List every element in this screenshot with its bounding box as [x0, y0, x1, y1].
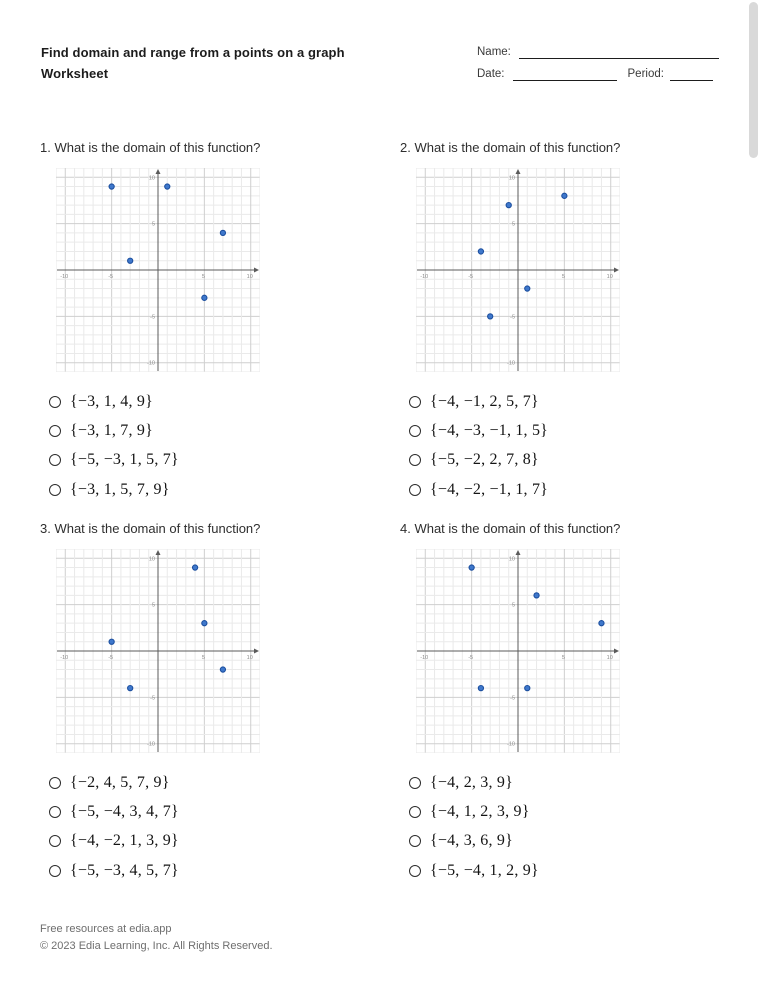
- data-point: [165, 184, 170, 189]
- option-text: {−4, −2, 1, 3, 9}: [70, 832, 179, 850]
- date-blank-line: [513, 69, 617, 81]
- data-point: [202, 621, 207, 626]
- answer-option-2[interactable]: [49, 797, 179, 826]
- axis-tick-label: 5: [151, 602, 155, 609]
- axis-tick-label: 5: [511, 221, 515, 228]
- date-period-field-row: [477, 68, 719, 81]
- data-point: [220, 230, 225, 235]
- question-4: [400, 521, 748, 893]
- axis-tick-label: -5: [108, 655, 114, 661]
- scatter-graph: [56, 168, 260, 372]
- radio-button-icon[interactable]: [49, 865, 61, 877]
- question-1: [40, 140, 388, 512]
- answer-option-4[interactable]: [409, 475, 548, 504]
- option-text: {−3, 1, 5, 7, 9}: [70, 480, 170, 498]
- axis-tick-label: 5: [201, 274, 205, 280]
- data-point: [128, 258, 133, 263]
- radio-button-icon[interactable]: [409, 777, 421, 789]
- radio-button-icon[interactable]: [409, 835, 421, 847]
- axis-tick-label: -10: [507, 741, 515, 748]
- data-point: [128, 685, 133, 690]
- name-blank-line: [519, 47, 719, 59]
- y-axis-arrow-icon: [156, 550, 161, 555]
- option-text: {−4, 3, 6, 9}: [430, 832, 513, 850]
- axis-tick-label: 10: [606, 655, 613, 661]
- axis-tick-label: -10: [147, 360, 155, 367]
- radio-button-icon[interactable]: [409, 454, 421, 466]
- axis-tick-label: 10: [246, 655, 253, 661]
- data-point: [192, 565, 197, 570]
- axis-tick-label: 10: [606, 274, 613, 280]
- answer-option-2[interactable]: [49, 416, 179, 445]
- y-axis-arrow-icon: [516, 550, 521, 555]
- answer-option-4[interactable]: [49, 475, 179, 504]
- scatter-graph: [416, 168, 620, 372]
- option-text: {−5, −3, 1, 5, 7}: [70, 451, 179, 469]
- axis-tick-label: 10: [508, 175, 515, 182]
- radio-button-icon[interactable]: [409, 396, 421, 408]
- scrollbar-thumb[interactable]: [749, 2, 758, 158]
- option-text: {−5, −3, 4, 5, 7}: [70, 861, 179, 879]
- radio-button-icon[interactable]: [49, 484, 61, 496]
- radio-button-icon[interactable]: [409, 484, 421, 496]
- footer-resources-text: Free resources at edia.app: [40, 923, 172, 935]
- axis-tick-label: 10: [148, 556, 155, 563]
- radio-button-icon[interactable]: [49, 806, 61, 818]
- x-axis-arrow-icon: [254, 649, 259, 654]
- option-text: {−4, 1, 2, 3, 9}: [430, 803, 530, 821]
- option-text: {−4, 2, 3, 9}: [430, 773, 513, 791]
- data-point: [562, 193, 567, 198]
- axis-tick-label: -10: [147, 741, 155, 748]
- x-axis-arrow-icon: [614, 268, 619, 273]
- axis-tick-label: 10: [246, 274, 253, 280]
- x-axis-arrow-icon: [614, 649, 619, 654]
- axis-tick-label: -5: [150, 314, 155, 321]
- axis-tick-label: -5: [108, 274, 114, 280]
- radio-button-icon[interactable]: [49, 835, 61, 847]
- option-text: {−4, −1, 2, 5, 7}: [430, 392, 539, 410]
- axis-tick-label: -10: [60, 655, 69, 661]
- axis-tick-label: -5: [150, 695, 155, 702]
- answer-option-3[interactable]: [409, 827, 539, 856]
- data-point: [478, 249, 483, 254]
- option-text: {−5, −4, 3, 4, 7}: [70, 803, 179, 821]
- answer-option-2[interactable]: [409, 797, 539, 826]
- axis-tick-label: -5: [510, 314, 515, 321]
- radio-button-icon[interactable]: [49, 777, 61, 789]
- axis-tick-label: -5: [468, 655, 474, 661]
- axis-tick-label: 10: [148, 175, 155, 182]
- data-point: [469, 565, 474, 570]
- answer-option-1[interactable]: [409, 387, 548, 416]
- data-point: [109, 639, 114, 644]
- period-blank-line: [670, 69, 713, 81]
- axis-tick-label: -5: [468, 274, 474, 280]
- answer-options: [49, 387, 179, 505]
- radio-button-icon[interactable]: [49, 396, 61, 408]
- question-2: [400, 140, 748, 512]
- axis-tick-label: 5: [201, 655, 205, 661]
- question-prompt: 4. What is the domain of this function?: [400, 521, 621, 536]
- radio-button-icon[interactable]: [49, 425, 61, 437]
- date-label: Date:: [477, 68, 505, 80]
- data-point: [488, 314, 493, 319]
- data-point: [599, 621, 604, 626]
- answer-option-3[interactable]: [49, 827, 179, 856]
- answer-option-1[interactable]: [409, 768, 539, 797]
- worksheet-title-line2: Worksheet: [41, 66, 109, 81]
- x-axis-arrow-icon: [254, 268, 259, 273]
- data-point: [478, 685, 483, 690]
- data-point: [109, 184, 114, 189]
- answer-option-4[interactable]: [49, 856, 179, 885]
- page-footer: [40, 921, 273, 954]
- option-text: {−5, −2, 2, 7, 8}: [430, 451, 539, 469]
- data-point: [525, 685, 530, 690]
- axis-tick-label: -10: [507, 360, 515, 367]
- option-text: {−5, −4, 1, 2, 9}: [430, 861, 539, 879]
- answer-option-4[interactable]: [409, 856, 539, 885]
- axis-tick-label: 5: [151, 221, 155, 228]
- worksheet-title: [41, 42, 345, 84]
- option-text: {−4, −3, −1, 1, 5}: [430, 422, 549, 440]
- scatter-graph: [416, 549, 620, 753]
- answer-option-1[interactable]: [49, 768, 179, 797]
- footer-copyright-text: © 2023 Edia Learning, Inc. All Rights Reserved.: [40, 939, 273, 952]
- option-text: {−2, 4, 5, 7, 9}: [70, 773, 170, 791]
- answer-option-2[interactable]: [409, 416, 548, 445]
- axis-tick-label: -10: [420, 274, 429, 280]
- y-axis-arrow-icon: [516, 169, 521, 174]
- question-prompt: 1. What is the domain of this function?: [40, 140, 261, 155]
- answer-option-3[interactable]: [409, 446, 548, 475]
- answer-option-1[interactable]: [49, 387, 179, 416]
- name-label: Name:: [477, 46, 511, 58]
- period-label: Period:: [627, 68, 664, 80]
- axis-tick-label: 5: [561, 655, 565, 661]
- question-prompt: 3. What is the domain of this function?: [40, 521, 261, 536]
- radio-button-icon[interactable]: [409, 425, 421, 437]
- answer-option-3[interactable]: [49, 446, 179, 475]
- axis-tick-label: 5: [511, 602, 515, 609]
- answer-options: [49, 768, 179, 886]
- axis-tick-label: -5: [510, 695, 515, 702]
- question-3: [40, 521, 388, 893]
- axis-tick-label: 5: [561, 274, 565, 280]
- question-prompt: 2. What is the domain of this function?: [400, 140, 621, 155]
- option-text: {−3, 1, 7, 9}: [70, 422, 153, 440]
- data-point: [220, 667, 225, 672]
- student-fields: [477, 46, 719, 81]
- y-axis-arrow-icon: [156, 169, 161, 174]
- data-point: [202, 295, 207, 300]
- answer-options: [409, 387, 548, 505]
- axis-tick-label: -10: [420, 655, 429, 661]
- radio-button-icon[interactable]: [409, 806, 421, 818]
- worksheet-title-line1: Find domain and range from a points on a graph: [41, 45, 345, 60]
- option-text: {−4, −2, −1, 1, 7}: [430, 480, 549, 498]
- data-point: [506, 202, 511, 207]
- name-field-row: [477, 46, 719, 59]
- axis-tick-label: -10: [60, 274, 69, 280]
- answer-options: [409, 768, 539, 886]
- axis-tick-label: 10: [508, 556, 515, 563]
- data-point: [534, 593, 539, 598]
- scatter-graph: [56, 549, 260, 753]
- radio-button-icon[interactable]: [409, 865, 421, 877]
- radio-button-icon[interactable]: [49, 454, 61, 466]
- data-point: [525, 286, 530, 291]
- option-text: {−3, 1, 4, 9}: [70, 392, 153, 410]
